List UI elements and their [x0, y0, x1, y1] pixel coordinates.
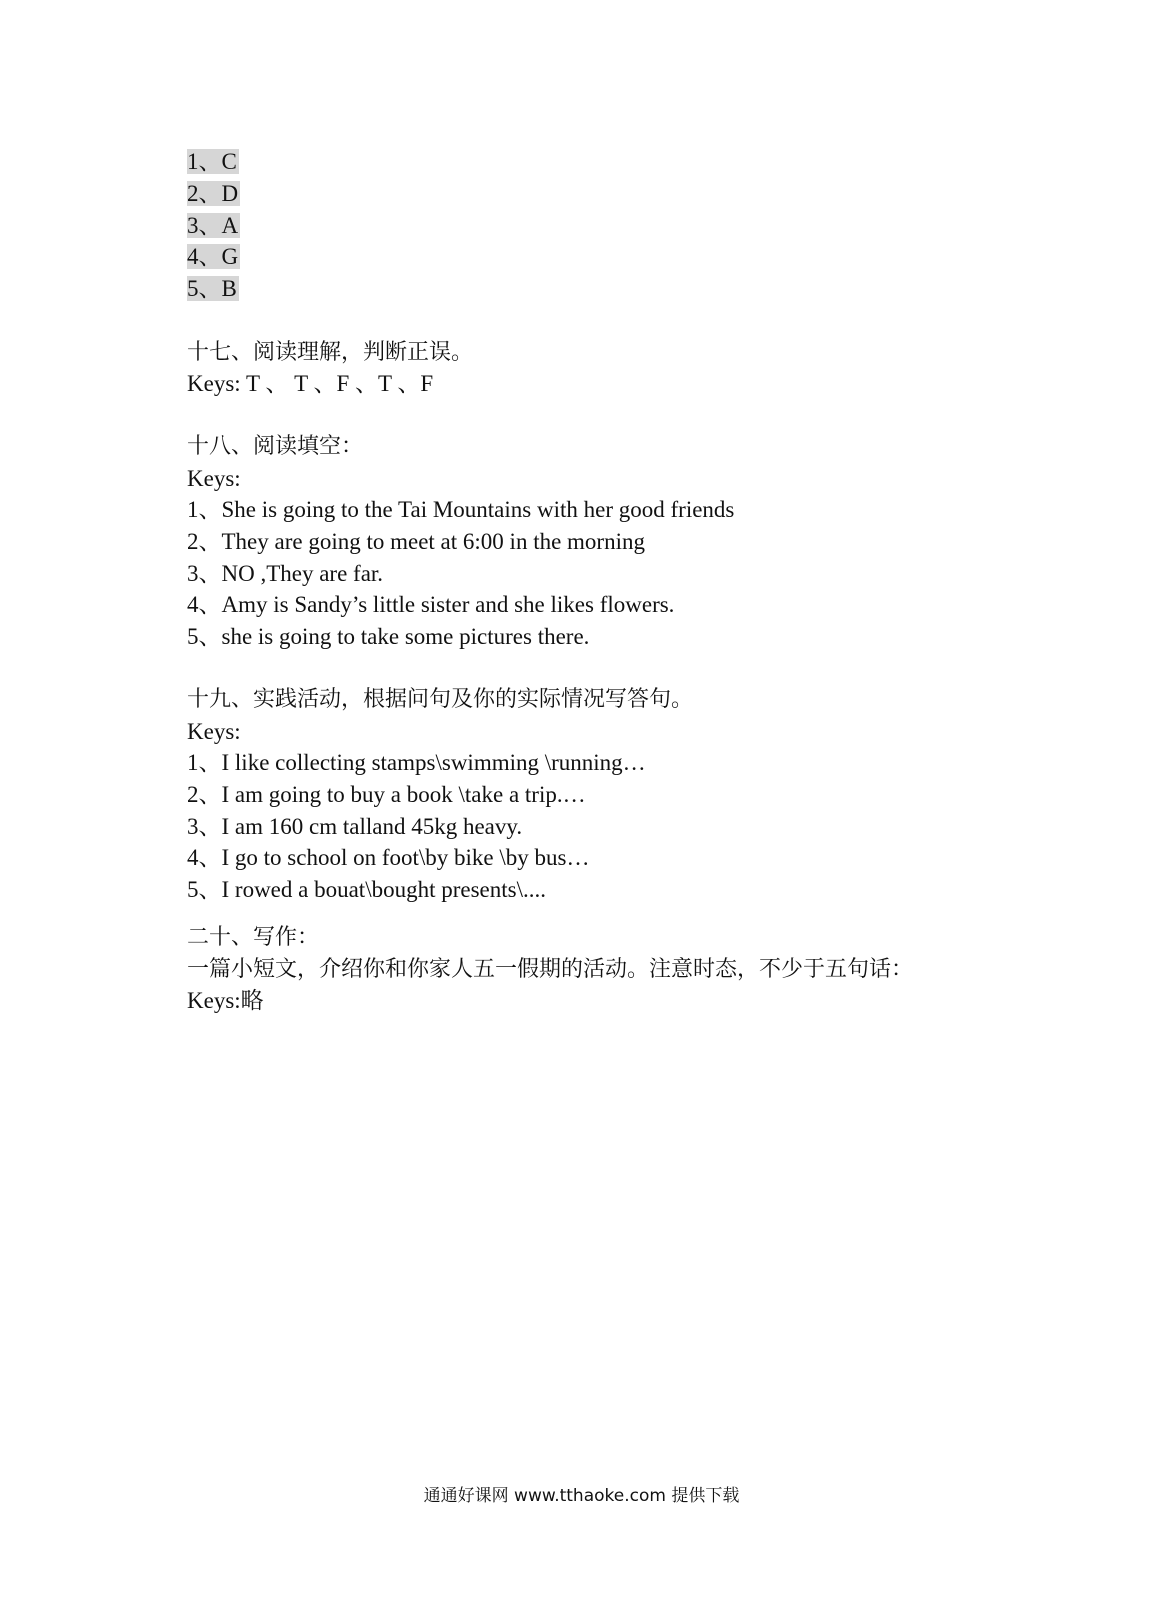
section-18-answer-2: 2、They are going to meet at 6:00 in the morning	[187, 529, 645, 554]
section-19-answer-2: 2、I am going to buy a book \take a trip.…	[187, 782, 586, 807]
section-17-heading: 十七、阅读理解，判断正误。	[187, 340, 474, 365]
section-19-heading: 十九、实践活动，根据问句及你的实际情况写答句。	[187, 687, 694, 712]
page-footer: 通通好课网 www.tthaoke.com 提供下载	[423, 1486, 740, 1506]
choice-answer-2: 2、D	[187, 181, 239, 206]
section-19-answer-1: 1、I like collecting stamps\swimming \running…	[187, 750, 646, 775]
section-17-keys: Keys: T 、 T 、F 、T 、F	[187, 371, 434, 396]
section-18-keys-label: Keys:	[187, 466, 241, 491]
section-18-answer-4: 4、Amy is Sandy’s little sister and she likes flowers.	[187, 592, 675, 617]
choice-answer-4: 4、G	[187, 244, 239, 269]
section-19-keys-label: Keys:	[187, 719, 241, 744]
section-19-answer-3: 3、I am 160 cm talland 45kg heavy.	[187, 814, 523, 839]
section-20-keys: Keys:略	[187, 988, 264, 1013]
section-19-answer-5: 5、I rowed a bouat\bought presents\....	[187, 877, 546, 902]
choice-answer-1: 1、C	[187, 149, 237, 174]
section-18-answer-3: 3、NO ,They are far.	[187, 561, 384, 586]
section-18-heading: 十八、阅读填空：	[187, 434, 364, 459]
choice-answer-5: 5、B	[187, 276, 237, 301]
choice-answer-3: 3、A	[187, 213, 239, 238]
section-18-answer-5: 5、she is going to take some pictures there.	[187, 624, 590, 649]
section-19-answer-4: 4、I go to school on foot\by bike \by bus…	[187, 845, 590, 870]
section-18-answer-1: 1、She is going to the Tai Mountains with her good friends	[187, 497, 735, 522]
section-20-heading: 二十、写作：	[187, 925, 320, 950]
section-20-prompt: 一篇小短文，介绍你和你家人五一假期的活动。注意时态，不少于五句话：	[187, 957, 914, 982]
